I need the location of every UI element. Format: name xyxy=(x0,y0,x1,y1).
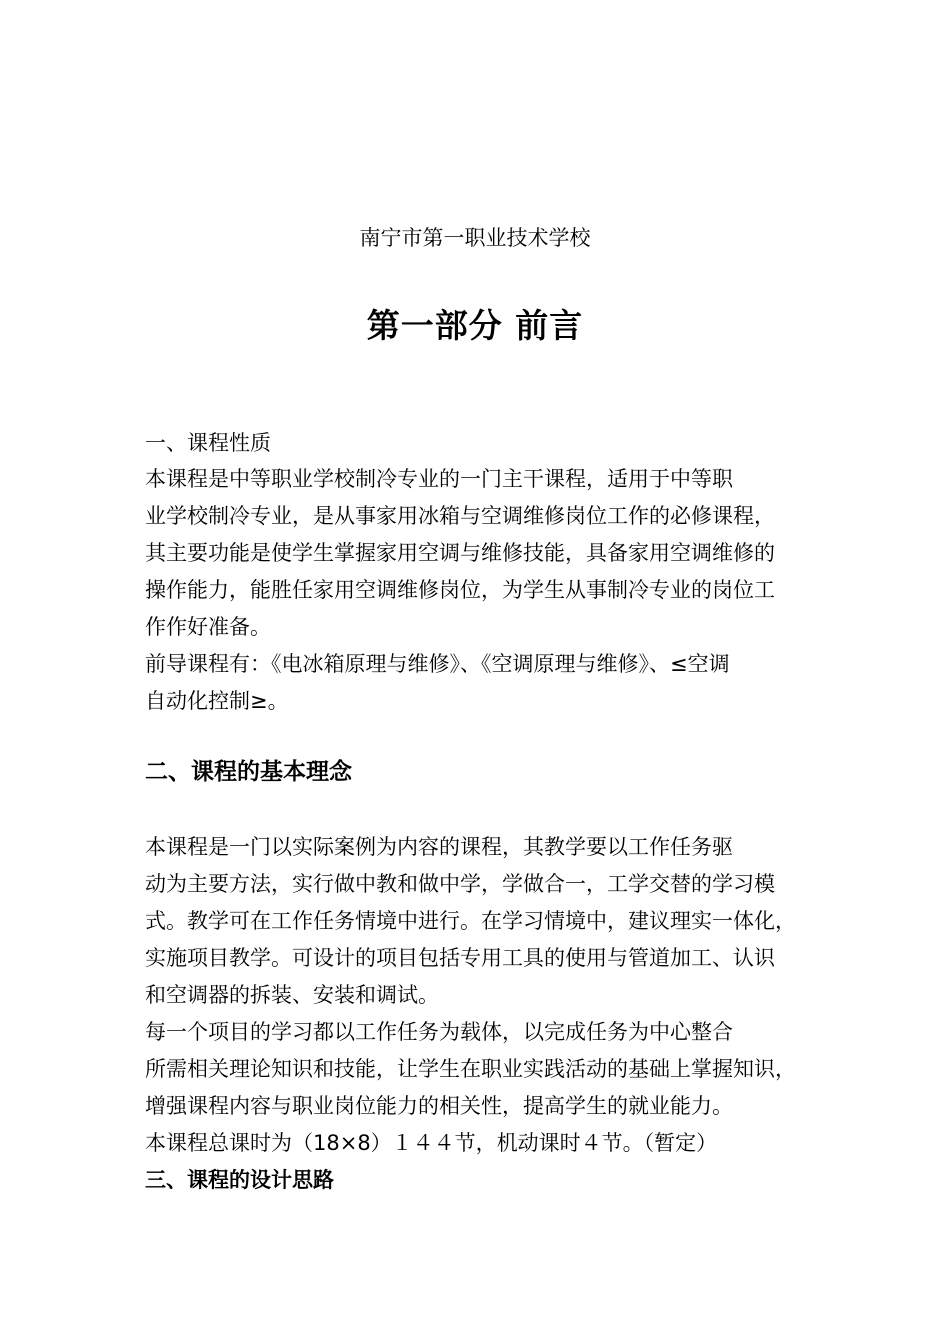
text-line: 增强课程内容与职业岗位能力的相关性，提高学生的就业能力。 xyxy=(145,1094,733,1118)
text-line: 前导课程有：《电冰箱原理与维修》、《空调原理与维修》、≤空调 xyxy=(145,652,730,676)
part-title: 第一部分 前言 xyxy=(366,306,584,345)
text-line: 实施项目教学。可设计的项目包括专用工具的使用与管道加工、认识 xyxy=(145,946,775,970)
text-line: 所需相关理论知识和技能，让学生在职业实践活动的基础上掌握知识， xyxy=(145,1057,796,1081)
section-body-course-nature xyxy=(145,461,810,720)
section-body-basic-concepts xyxy=(145,829,810,1162)
text-line: 式。教学可在工作任务情境中进行。在学习情境中，建议理实一体化， xyxy=(145,909,796,933)
text-line: 自动化控制≥。 xyxy=(145,689,289,713)
school-name: 南宁市第一职业技术学校 xyxy=(359,226,591,250)
text-line: 动为主要方法，实行做中教和做中学，学做合一，工学交替的学习模 xyxy=(145,872,775,896)
text-line: 本课程是中等职业学校制冷专业的一门主干课程，适用于中等职 xyxy=(145,467,733,491)
section-heading-course-nature: 一、课程性质 xyxy=(145,431,271,455)
section-heading-basic-concepts: 二、课程的基本理念 xyxy=(145,759,352,785)
text-line: 和空调器的拆装、安装和调试。 xyxy=(145,983,439,1007)
text-line: 本课程总课时为（18×8）１４４节，机动课时４节。（暂定） xyxy=(145,1131,718,1155)
section-heading-design-ideas: 三、课程的设计思路 xyxy=(145,1168,334,1192)
text-line: 作作好准备。 xyxy=(145,615,271,639)
text-line: 业学校制冷专业，是从事家用冰箱与空调维修岗位工作的必修课程， xyxy=(145,504,775,528)
text-line: 操作能力，能胜任家用空调维修岗位，为学生从事制冷专业的岗位工 xyxy=(145,578,775,602)
text-line: 本课程是一门以实际案例为内容的课程，其教学要以工作任务驱 xyxy=(145,835,733,859)
text-line: 每一个项目的学习都以工作任务为载体，以完成任务为中心整合 xyxy=(145,1020,733,1044)
text-line: 其主要功能是使学生掌握家用空调与维修技能，具备家用空调维修的 xyxy=(145,541,775,565)
